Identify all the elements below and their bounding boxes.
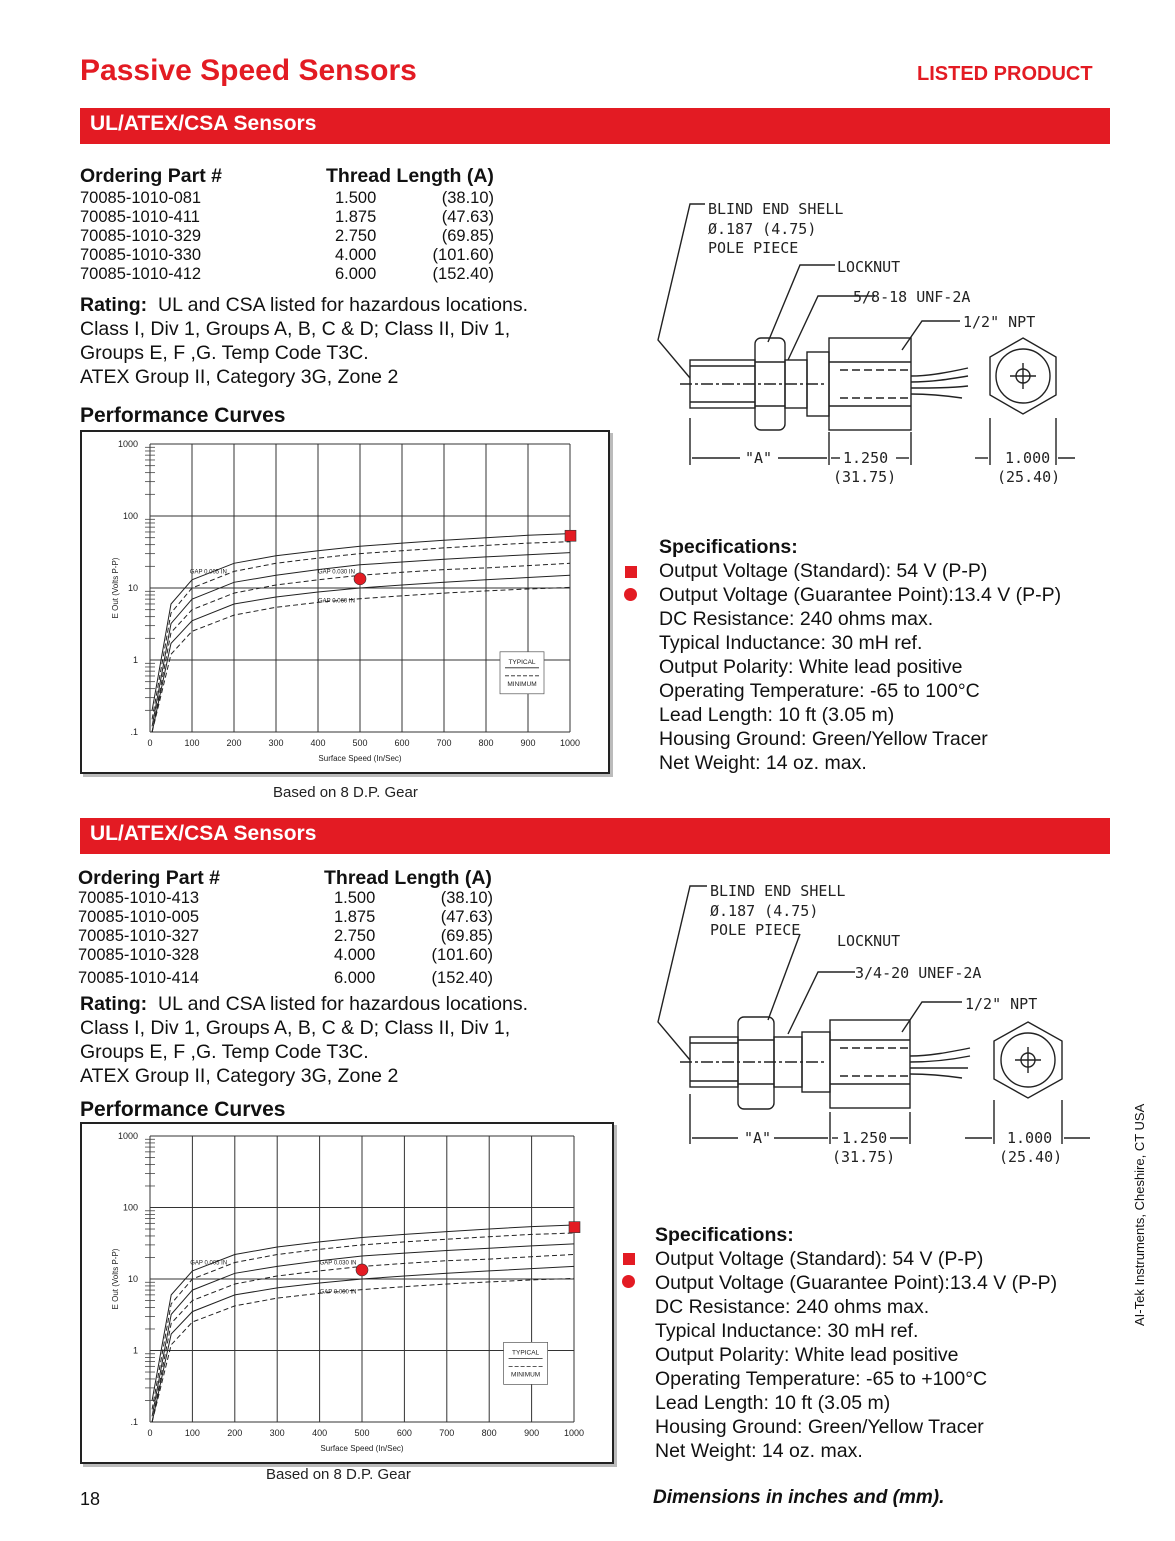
label-npt: 1/2" NPT — [965, 995, 1038, 1013]
section-bar-1: UL/ATEX/CSA Sensors — [80, 108, 1110, 144]
rating-line: UL and CSA listed for hazardous locations. — [158, 294, 528, 316]
leader-line — [902, 1002, 962, 1032]
label-diameter-mm: (25.40) — [997, 468, 1061, 486]
label-pole-diameter: Ø.187 (4.75) — [708, 220, 817, 238]
x-tick-label: 100 — [184, 738, 200, 748]
leader-line — [658, 204, 705, 378]
legend-typical: TYPICAL — [512, 1349, 540, 1357]
sensor-dimension-drawing-2 — [650, 872, 1110, 1182]
label-thread-spec: 3/4-20 UNEF-2A — [855, 964, 982, 982]
spec-line: DC Resistance: 240 ohms max. — [655, 1296, 930, 1318]
spec-line: DC Resistance: 240 ohms max. — [659, 608, 934, 630]
spec-line: Output Polarity: White lead positive — [655, 1344, 959, 1366]
y-tick-label: 1 — [132, 655, 138, 665]
x-tick-label: 500 — [352, 738, 368, 748]
thread-mm: (47.63) — [440, 908, 493, 926]
spec-line: Output Voltage (Guarantee Point):13.4 V (P-P) — [655, 1272, 1058, 1294]
section-bar-2: UL/ATEX/CSA Sensors — [80, 818, 1110, 854]
series-label: GAP 0.005 IN — [190, 1260, 228, 1267]
y-axis-label: E Out (Volts P-P) — [111, 557, 120, 619]
series-label: GAP 0.005 IN — [189, 569, 227, 576]
housing-body — [830, 1020, 910, 1108]
label-dim-a: "A" — [744, 1129, 772, 1147]
thread-in: 2.750 — [334, 927, 376, 945]
part-number: 70085-1010-411 — [80, 208, 200, 226]
thread-mm: (38.10) — [441, 189, 494, 207]
rating-block-2 — [80, 992, 600, 1088]
thread-in: 1.500 — [334, 889, 376, 907]
y-tick-label: 1 — [132, 1345, 138, 1356]
ordering-table-2 — [78, 867, 518, 992]
part-number: 70085-1010-005 — [78, 908, 200, 926]
spec-line: Net Weight: 14 oz. max. — [659, 752, 867, 774]
x-tick-label: 0 — [147, 738, 153, 748]
thread-mm: (101.60) — [432, 246, 494, 264]
based-on-note: Based on 8 D.P. Gear — [273, 784, 418, 801]
spec-heading: Specifications: — [659, 536, 798, 558]
spec-line: Operating Temperature: -65 to 100°C — [659, 680, 980, 702]
dimensions-note: Dimensions in inches and (mm). — [653, 1487, 945, 1508]
spec-line: Output Polarity: White lead positive — [659, 656, 963, 678]
col-header-part: Ordering Part # — [78, 867, 220, 889]
label-locknut: LOCKNUT — [837, 932, 901, 950]
spec-line: Housing Ground: Green/Yellow Tracer — [655, 1416, 984, 1438]
label-blind-end-shell: BLIND END SHELL — [710, 882, 846, 900]
label-length-in: 1.250 — [842, 1129, 888, 1147]
x-tick-label: 300 — [268, 738, 284, 748]
legend-minimum: MINIMUM — [507, 680, 537, 688]
thread-mm: (69.85) — [441, 227, 494, 245]
spec-line: Lead Length: 10 ft (3.05 m) — [659, 704, 895, 726]
x-tick-label: 700 — [436, 738, 452, 748]
x-tick-label: 400 — [312, 1428, 328, 1438]
leader-line — [658, 886, 707, 1060]
y-tick-label: 10 — [127, 583, 138, 593]
label-diameter-in: 1.000 — [1007, 1129, 1053, 1147]
x-tick-label: 600 — [396, 1428, 412, 1438]
thread-mm: (101.60) — [431, 946, 493, 964]
spec-line: Lead Length: 10 ft (3.05 m) — [655, 1392, 891, 1414]
circle-marker-icon — [624, 588, 637, 601]
series-label: GAP 0.030 IN — [318, 569, 355, 576]
y-tick-label: .1 — [130, 727, 138, 737]
company-side-text: AI-Tek Instruments, Cheshire, CT USA — [1132, 1103, 1147, 1326]
spec-line: Typical Inductance: 30 mH ref. — [655, 1320, 919, 1342]
label-npt: 1/2" NPT — [963, 313, 1036, 331]
circle-marker-icon — [622, 1275, 635, 1288]
y-tick-label: 100 — [122, 1202, 138, 1213]
rating-line: UL and CSA listed for hazardous locations. — [158, 993, 528, 1015]
locknut-shape — [738, 1017, 774, 1109]
x-tick-label: 800 — [478, 738, 494, 748]
thread-in: 1.875 — [335, 208, 377, 226]
x-tick-label: 800 — [481, 1428, 497, 1438]
spec-line: Operating Temperature: -65 to +100°C — [655, 1368, 988, 1390]
spec-line: Housing Ground: Green/Yellow Tracer — [659, 728, 988, 750]
based-on-note: Based on 8 D.P. Gear — [266, 1466, 411, 1483]
x-tick-label: 600 — [394, 738, 410, 748]
performance-chart-1 — [80, 430, 610, 774]
part-number: 70085-1010-327 — [78, 927, 200, 945]
x-axis-label: Surface Speed (In/Sec) — [320, 1444, 404, 1453]
spec-heading: Specifications: — [655, 1224, 794, 1246]
x-tick-label: 1000 — [563, 1428, 585, 1438]
x-tick-label: 300 — [269, 1428, 285, 1438]
label-dim-a: "A" — [745, 449, 773, 467]
x-tick-label: 0 — [147, 1428, 153, 1438]
chart-svg — [82, 432, 608, 772]
x-tick-label: 200 — [226, 738, 242, 748]
x-tick-label: 500 — [354, 1428, 370, 1438]
square-marker-icon — [625, 566, 637, 578]
x-tick-label: 100 — [184, 1428, 200, 1438]
spec-line: Output Voltage (Standard): 54 V (P-P) — [655, 1248, 984, 1270]
label-length-mm: (31.75) — [833, 468, 897, 486]
x-tick-label: 900 — [520, 738, 536, 748]
spec-line: Output Voltage (Standard): 54 V (P-P) — [659, 560, 988, 582]
chart-svg — [82, 1124, 612, 1462]
part-number: 70085-1010-329 — [80, 227, 202, 245]
x-axis-label: Surface Speed (In/Sec) — [318, 754, 402, 763]
thread-in: 6.000 — [335, 265, 377, 283]
x-tick-label: 400 — [310, 738, 326, 748]
rating-line: ATEX Group II, Category 3G, Zone 2 — [80, 1065, 399, 1087]
rating-line: Groups E, F ,G. Temp Code T3C. — [80, 342, 369, 364]
thread-mm: (47.63) — [441, 208, 494, 226]
thread-mm: (152.40) — [431, 969, 493, 987]
spec-line: Output Voltage (Guarantee Point):13.4 V (P-P) — [659, 584, 1062, 606]
series-line — [152, 563, 570, 732]
col-header-thread: Thread Length (A) — [326, 165, 494, 187]
rating-line: Groups E, F ,G. Temp Code T3C. — [80, 1041, 369, 1063]
sensor-dimension-drawing-1 — [650, 190, 1110, 500]
spec-line: Net Weight: 14 oz. max. — [655, 1440, 863, 1462]
x-tick-label: 900 — [524, 1428, 540, 1438]
standard-point-marker — [565, 530, 576, 541]
label-diameter-in: 1.000 — [1005, 449, 1051, 467]
ordering-table-1 — [80, 165, 520, 285]
label-length-mm: (31.75) — [832, 1148, 896, 1166]
series-line — [152, 1255, 574, 1423]
y-tick-label: 1000 — [117, 439, 138, 449]
label-length-in: 1.250 — [843, 449, 889, 467]
thread-in: 4.000 — [335, 246, 377, 264]
page-number: 18 — [80, 1489, 101, 1509]
rating-line: ATEX Group II, Category 3G, Zone 2 — [80, 366, 399, 388]
y-axis-label: E Out (Volts P-P) — [111, 1248, 120, 1310]
leader-line — [788, 972, 855, 1034]
housing-body — [829, 338, 911, 430]
y-tick-label: .1 — [130, 1417, 138, 1427]
col-header-part: Ordering Part # — [80, 165, 222, 187]
part-number: 70085-1010-081 — [80, 189, 202, 207]
specifications-1 — [659, 535, 1099, 775]
label-thread-spec: 5/8-18 UNF-2A — [853, 288, 971, 306]
legend-minimum: MINIMUM — [510, 1371, 541, 1379]
x-tick-label: 200 — [227, 1428, 243, 1438]
rating-block-1 — [80, 293, 600, 389]
y-tick-label: 1000 — [117, 1131, 138, 1141]
part-number: 70085-1010-328 — [78, 946, 200, 964]
rating-label: Rating: — [80, 993, 148, 1015]
thread-mm: (38.10) — [440, 889, 493, 907]
square-marker-icon — [623, 1253, 635, 1265]
thread-in: 6.000 — [334, 969, 376, 987]
guarantee-point-marker — [356, 1264, 368, 1276]
series-label: GAP 0.030 IN — [319, 1260, 357, 1267]
thread-mm: (152.40) — [432, 265, 494, 283]
y-tick-label: 100 — [122, 511, 138, 521]
legend-typical: TYPICAL — [508, 658, 536, 666]
thread-in: 1.875 — [334, 908, 376, 926]
thread-mm: (69.85) — [440, 927, 493, 945]
standard-point-marker — [569, 1222, 580, 1233]
part-number: 70085-1010-414 — [78, 969, 200, 987]
label-pole-piece: POLE PIECE — [708, 239, 799, 257]
series-label: GAP 0.060 IN — [319, 1289, 357, 1296]
performance-chart-2 — [80, 1122, 614, 1464]
label-pole-diameter: Ø.187 (4.75) — [710, 902, 819, 920]
spec-line: Typical Inductance: 30 mH ref. — [659, 632, 923, 654]
series-label: GAP 0.060 IN — [318, 598, 355, 605]
x-tick-label: 700 — [439, 1428, 455, 1438]
label-pole-piece: POLE PIECE — [710, 921, 801, 939]
rating-label: Rating: — [80, 294, 148, 316]
part-number: 70085-1010-330 — [80, 246, 202, 264]
page-title: Passive Speed Sensors — [80, 54, 417, 87]
thread-in: 1.500 — [335, 189, 377, 207]
label-diameter-mm: (25.40) — [999, 1148, 1063, 1166]
guarantee-point-marker — [354, 573, 366, 585]
listed-product-label: LISTED PRODUCT — [917, 63, 1093, 85]
y-tick-label: 10 — [127, 1274, 138, 1284]
rating-line: Class I, Div 1, Groups A, B, C & D; Class II, Div 1, — [80, 318, 511, 340]
perf-title-2: Performance Curves — [80, 1098, 286, 1121]
rating-line: Class I, Div 1, Groups A, B, C & D; Class II, Div 1, — [80, 1017, 511, 1039]
part-number: 70085-1010-413 — [78, 889, 200, 907]
label-blind-end-shell: BLIND END SHELL — [708, 200, 844, 218]
thread-in: 2.750 — [335, 227, 377, 245]
x-tick-label: 1000 — [559, 738, 581, 748]
part-number: 70085-1010-412 — [80, 265, 202, 283]
col-header-thread: Thread Length (A) — [324, 867, 492, 889]
label-locknut: LOCKNUT — [837, 258, 901, 276]
specifications-2 — [655, 1223, 1095, 1463]
thread-in: 4.000 — [334, 946, 376, 964]
perf-title-1: Performance Curves — [80, 404, 286, 427]
